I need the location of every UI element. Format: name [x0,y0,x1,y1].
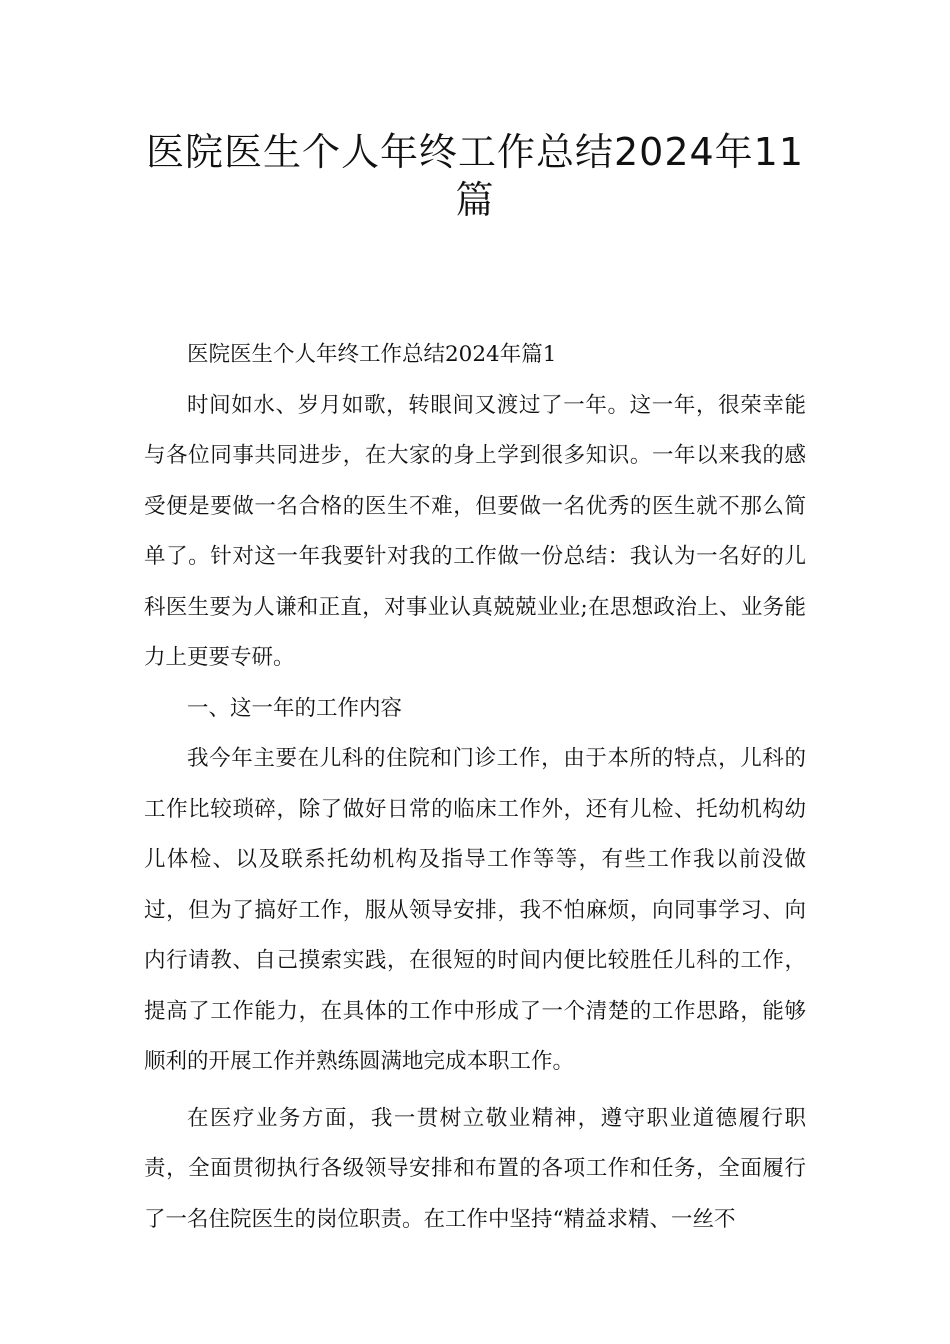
section-heading: 医院医生个人年终工作总结2024年篇1 [187,342,557,367]
paragraph: 我今年主要在儿科的住院和门诊工作，由于本所的特点，儿科的工作比较琐碎，除了做好日常的临床工作外，还有儿检、托幼机构幼儿体检、以及联系托幼机构及指导工作等等，有些工作我以前没做过，但为了搞好工作，服从领导安排，我不怕麻烦，向同事学习、向内行请教、自己摸索实践，在很短的时间内便比较胜任儿科的工作，提高了工作能力，在具体的工作中形成了一个清楚的工作思路，能够顺利的开展工作并熟练圆满地完成本职工作。 [144,746,806,1074]
paragraph: 在医疗业务方面，我一贯树立敬业精神，遵守职业道德履行职责，全面贯彻执行各级领导安排和布置的各项工作和任务，全面履行了一名住院医生的岗位职责。在工作中坚持“精益求精、一丝不 [144,1105,806,1232]
document-body [144,330,806,1245]
paragraph: 时间如水、岁月如歌，转眼间又渡过了一年。这一年，很荣幸能与各位同事共同进步，在大家的身上学到很多知识。一年以来我的感受便是要做一名合格的医生不难，但要做一名优秀的医生就不那么简单了。针对这一年我要针对我的工作做一份总结：我认为一名好的儿科医生要为人谦和正直，对事业认真兢兢业业;在思想政治上、业务能力上更要专研。 [144,392,806,670]
document-title: 医院医生个人年终工作总结2024年11篇 [145,130,805,222]
section-heading: 一、这一年的工作内容 [187,695,403,721]
